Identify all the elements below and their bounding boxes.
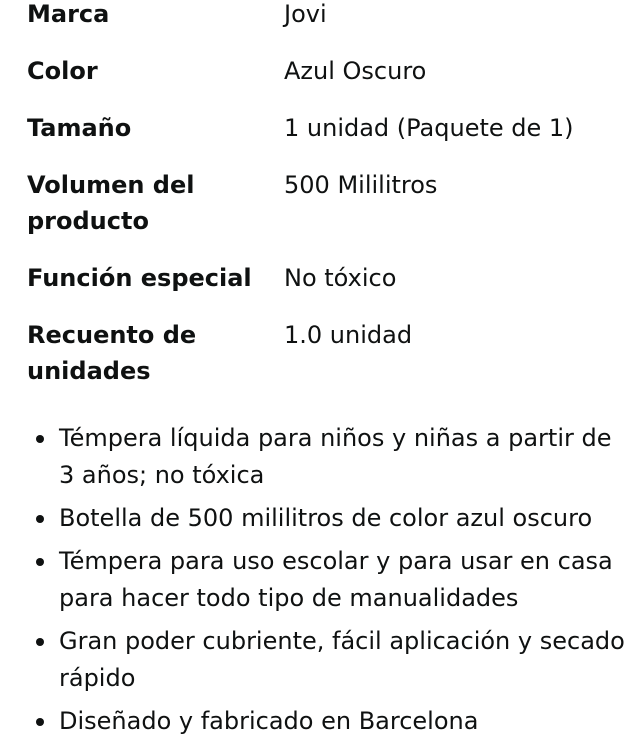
spec-row-special-function (27, 260, 627, 317)
feature-bullet (36, 623, 626, 697)
product-specs-table (27, 0, 627, 410)
spec-row-volume (27, 167, 627, 260)
spec-value: 1 unidad (Paquete de 1) (284, 114, 574, 142)
spec-row-color (27, 53, 627, 110)
bullet-dot-icon (36, 718, 44, 726)
spec-row-unit-count (27, 317, 627, 410)
spec-label: Marca (27, 0, 110, 28)
spec-value: Azul Oscuro (284, 57, 427, 85)
feature-bullet-list (36, 420, 626, 746)
spec-label: Volumen del producto (27, 171, 195, 235)
feature-bullet-text: Témpera para uso escolar y para usar en casa para hacer todo tipo de manualidades (59, 547, 613, 612)
spec-value: 500 Mililitros (284, 171, 438, 199)
feature-bullet (36, 543, 626, 617)
bullet-dot-icon (36, 558, 44, 566)
bullet-dot-icon (36, 515, 44, 523)
spec-value: Jovi (284, 0, 327, 28)
spec-label: Función especial (27, 264, 252, 292)
bullet-dot-icon (36, 638, 44, 646)
spec-label: Color (27, 57, 98, 85)
bullet-dot-icon (36, 435, 44, 443)
spec-row-brand (27, 0, 627, 53)
feature-bullet-text: Diseñado y fabricado en Barcelona (59, 707, 479, 735)
spec-value: 1.0 unidad (284, 321, 413, 349)
spec-row-size (27, 110, 627, 167)
feature-bullet-text: Témpera líquida para niños y niñas a partir de 3 años; no tóxica (59, 424, 612, 489)
feature-bullet-text: Gran poder cubriente, fácil aplicación y secado rápido (59, 627, 625, 692)
spec-label: Tamaño (27, 114, 132, 142)
feature-bullet (36, 703, 626, 740)
feature-bullet (36, 420, 626, 494)
feature-bullet (36, 500, 626, 537)
spec-label: Recuento de unidades (27, 321, 197, 385)
spec-value: No tóxico (284, 264, 397, 292)
feature-bullet-text: Botella de 500 mililitros de color azul oscuro (59, 504, 593, 532)
